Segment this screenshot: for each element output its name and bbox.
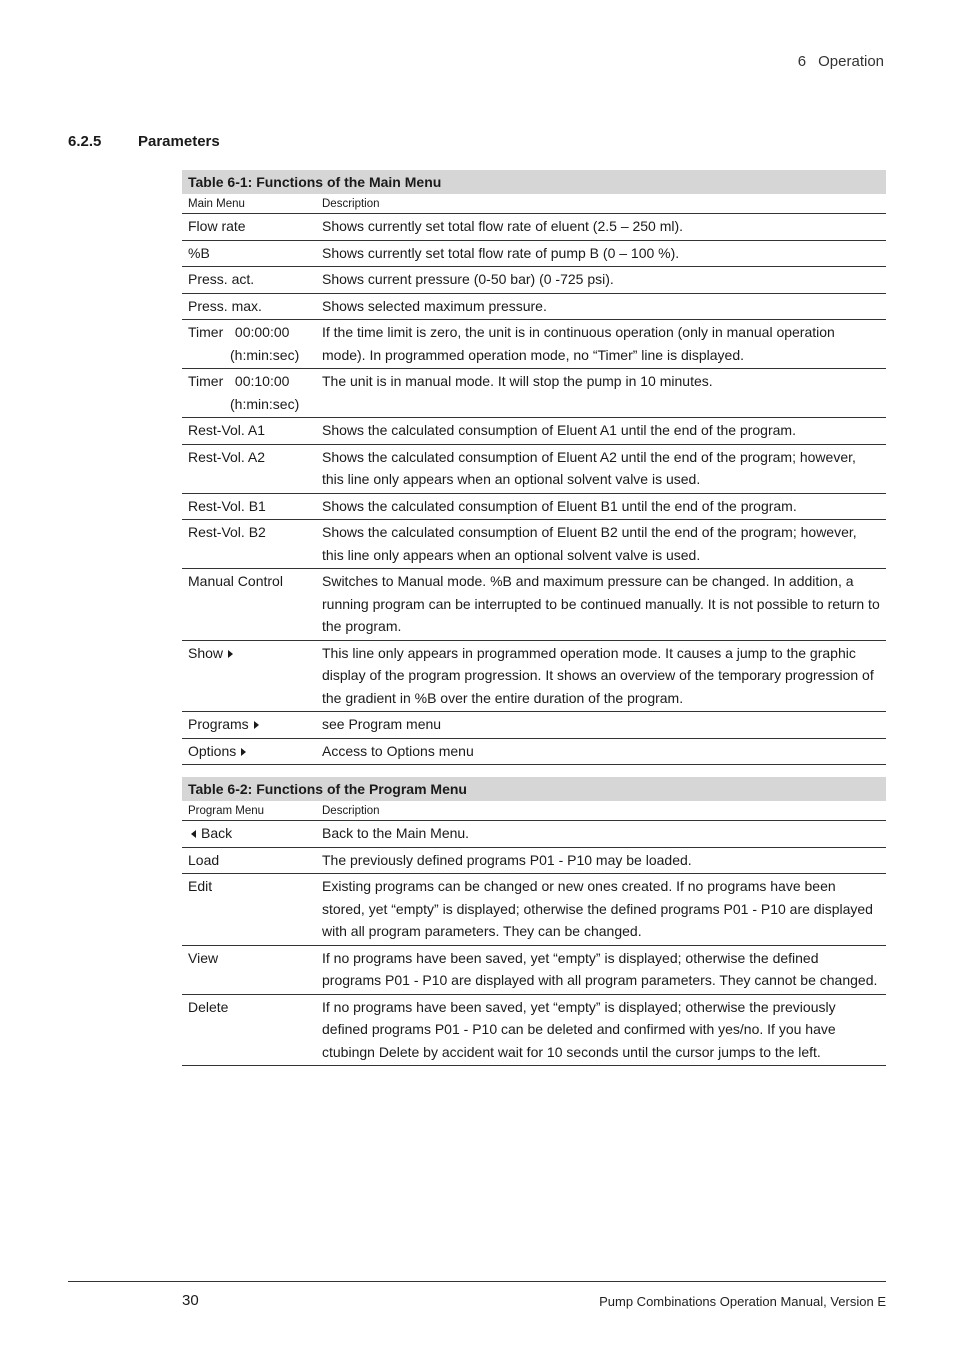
program-menu-table [182,777,886,1066]
description-cell: If no programs have been saved, yet “empty” is displayed; otherwise the defined programs P01 - P10 are displayed with all program parameters. They cannot be changed. [316,945,886,994]
table-row [182,640,886,712]
chapter-title: Operation [818,53,884,70]
description-cell: The previously defined programs P01 - P10 may be loaded. [316,847,886,874]
arrow-right-icon [254,721,259,729]
table-row [182,418,886,445]
timer-label: Timer 00:10:00 [188,373,290,389]
menu-cell: Rest-Vol. B1 [182,493,316,520]
table-row [182,444,886,493]
description-cell: Switches to Manual mode. %B and maximum pressure can be changed. In addition, a running program can be interrupted to be continued manually. It is not possible to return to the program. [316,569,886,641]
description-cell: Shows currently set total flow rate of eluent (2.5 – 250 ml). [316,214,886,241]
section-heading [68,133,220,150]
table-row [182,847,886,874]
table-row [182,293,886,320]
chapter-number: 6 [797,53,807,70]
table-row [182,738,886,765]
description-cell: If no programs have been saved, yet “empty” is displayed; otherwise the previously defined programs P01 - P10 can be deleted and confirmed with yes/no. If you have ctubingn Delete by accident wait for 10 seconds until the cursor jumps to the left. [316,994,886,1066]
menu-cell: Rest-Vol. B2 [182,520,316,569]
description-cell: Shows the calculated consumption of Eluent A2 until the end of the program; however, this line only appears when an optional solvent valve is used. [316,444,886,493]
menu-cell [182,738,316,765]
table-row [182,214,886,241]
column-header-menu: Main Menu [182,194,316,214]
menu-cell [182,369,316,418]
column-header-menu: Program Menu [182,801,316,821]
table-row [182,267,886,294]
column-header-description: Description [316,194,886,214]
description-cell: Existing programs can be changed or new ones created. If no programs have been stored, yet “empty” is displayed; otherwise the defined programs P01 - P10 are displayed with all program parameters. They can be changed. [316,874,886,946]
table-row [182,493,886,520]
menu-label: Show [188,644,224,661]
column-header-description: Description [316,801,886,821]
footer-rule [68,1281,886,1282]
table-caption: Table 6-1: Functions of the Main Menu [182,170,886,194]
description-cell: Back to the Main Menu. [316,821,886,848]
main-menu-table [182,170,886,765]
description-cell: Shows selected maximum pressure. [316,293,886,320]
description-cell: If the time limit is zero, the unit is in continuous operation (only in manual operation mode). In programmed operation mode, no “Timer” line is displayed. [316,320,886,369]
description-cell: see Program menu [316,712,886,739]
table-header-row [182,801,886,821]
description-cell: The unit is in manual mode. It will stop the pump in 10 minutes. [316,369,886,418]
menu-cell: Delete [182,994,316,1066]
menu-cell [182,320,316,369]
description-cell: Shows current pressure (0-50 bar) (0 -725 psi). [316,267,886,294]
description-cell: Access to Options menu [316,738,886,765]
table-caption-row [182,170,886,194]
table-row [182,240,886,267]
menu-cell: Manual Control [182,569,316,641]
table-header-row [182,194,886,214]
table-row [182,712,886,739]
table-row [182,945,886,994]
arrow-left-icon [191,830,196,838]
menu-cell: Press. act. [182,267,316,294]
menu-cell [182,712,316,739]
description-cell: This line only appears in programmed operation mode. It causes a jump to the graphic display of the program progression. It shows an overview of the temporary progression of the gradient in %B over the entire duration of the program. [316,640,886,712]
table-row [182,994,886,1066]
menu-cell: View [182,945,316,994]
arrow-right-icon [241,748,246,756]
menu-cell: Press. max. [182,293,316,320]
menu-cell: %B [182,240,316,267]
menu-cell: Rest-Vol. A1 [182,418,316,445]
menu-cell: Rest-Vol. A2 [182,444,316,493]
menu-cell [182,640,316,712]
menu-cell: Flow rate [182,214,316,241]
description-cell: Shows the calculated consumption of Eluent B2 until the end of the program; however, this line only appears when an optional solvent valve is used. [316,520,886,569]
table-row [182,320,886,369]
page-number: 30 [182,1292,199,1309]
table-row [182,569,886,641]
table-row [182,821,886,848]
arrow-right-icon [228,650,233,658]
section-title: Parameters [138,133,220,150]
timer-label: Timer 00:00:00 [188,324,290,340]
description-cell: Shows the calculated consumption of Eluent A1 until the end of the program. [316,418,886,445]
menu-label: Back [201,825,233,841]
menu-cell: Load [182,847,316,874]
timer-unit: (h:min:sec) [230,395,300,412]
description-cell: Shows the calculated consumption of Eluent B1 until the end of the program. [316,493,886,520]
table-caption: Table 6-2: Functions of the Program Menu [182,777,886,801]
footer-document-title: Pump Combinations Operation Manual, Version E [599,1294,886,1309]
table-row [182,369,886,418]
table-row [182,520,886,569]
menu-label: Programs [188,716,249,732]
section-number: 6.2.5 [68,133,102,150]
table-caption-row [182,777,886,801]
chapter-header [798,53,884,70]
menu-cell: Edit [182,874,316,946]
description-cell: Shows currently set total flow rate of pump B (0 – 100 %). [316,240,886,267]
timer-unit: (h:min:sec) [230,346,300,363]
table-row [182,874,886,946]
menu-label: Options [188,742,237,759]
menu-cell [182,821,316,848]
